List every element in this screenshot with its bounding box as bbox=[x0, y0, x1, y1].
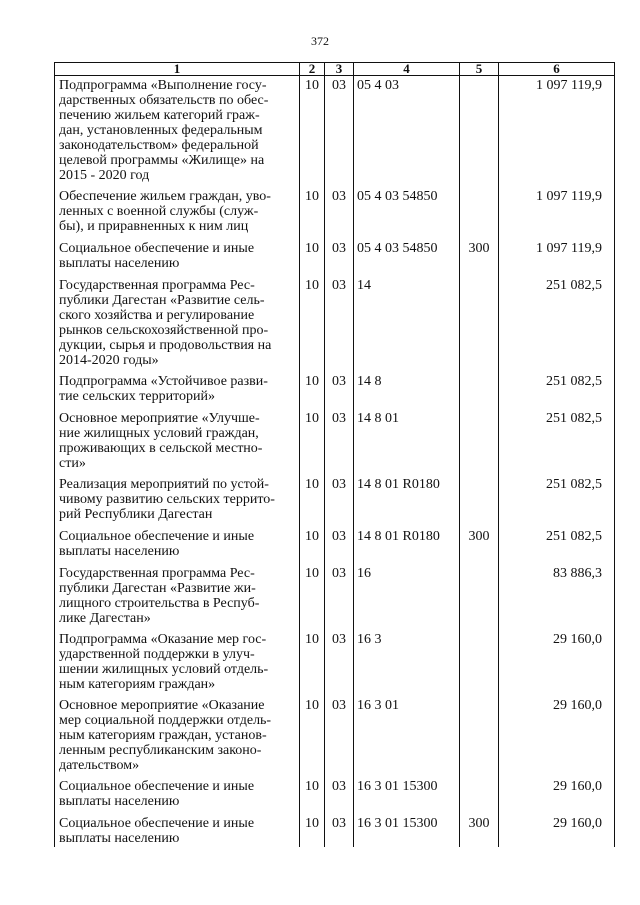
row-expense-type: 300 bbox=[460, 523, 499, 560]
row-expense-type bbox=[460, 692, 499, 773]
row-subsection: 03 bbox=[325, 183, 354, 235]
row-target-article: 14 8 01 R0180 bbox=[354, 523, 460, 560]
table-row bbox=[55, 405, 615, 471]
page-number: 372 bbox=[311, 34, 329, 48]
table-row bbox=[55, 692, 615, 773]
row-section: 10 bbox=[300, 76, 325, 184]
row-amount: 29 160,0 bbox=[499, 810, 615, 847]
table-row bbox=[55, 368, 615, 405]
table-body bbox=[55, 76, 615, 848]
row-target-article: 05 4 03 54850 bbox=[354, 183, 460, 235]
row-name: Государственная программа Рес- публики Дагестан «Развитие сель- ского хозяйства и регулирование рынков сельскохозяйственной про- дукции, сырья и продовольствия на 2014-2020 годы» bbox=[55, 272, 300, 368]
table-row bbox=[55, 471, 615, 523]
row-subsection: 03 bbox=[325, 76, 354, 184]
row-expense-type bbox=[460, 183, 499, 235]
row-name: Социальное обеспечение и иные выплаты населению bbox=[55, 235, 300, 272]
row-expense-type: 300 bbox=[460, 235, 499, 272]
row-name: Обеспечение жильем граждан, уво- ленных с военной службы (служ- бы), и приравненных к ним лиц bbox=[55, 183, 300, 235]
table-header-row bbox=[55, 63, 615, 76]
row-section: 10 bbox=[300, 560, 325, 626]
row-expense-type bbox=[460, 560, 499, 626]
row-subsection: 03 bbox=[325, 471, 354, 523]
row-target-article: 14 8 01 R0180 bbox=[354, 471, 460, 523]
table-row bbox=[55, 183, 615, 235]
col-header-amount: 6 bbox=[499, 63, 615, 76]
row-name: Государственная программа Рес- публики Дагестан «Развитие жи- лищного строительства в Респуб- лике Дагестан» bbox=[55, 560, 300, 626]
row-name: Подпрограмма «Выполнение госу- дарственных обязательств по обес- печению жильем категорий граж- дан, установленных федеральным законодательством» федеральной целевой программы «Жилище» на 2015 - 2020 год bbox=[55, 76, 300, 184]
row-subsection: 03 bbox=[325, 235, 354, 272]
row-subsection: 03 bbox=[325, 523, 354, 560]
row-section: 10 bbox=[300, 471, 325, 523]
col-header-expense-type: 5 bbox=[460, 63, 499, 76]
table-row bbox=[55, 560, 615, 626]
row-amount: 1 097 119,9 bbox=[499, 235, 615, 272]
row-expense-type bbox=[460, 471, 499, 523]
row-target-article: 16 3 01 15300 bbox=[354, 773, 460, 810]
table-row bbox=[55, 773, 615, 810]
table-row bbox=[55, 235, 615, 272]
row-subsection: 03 bbox=[325, 692, 354, 773]
row-amount: 29 160,0 bbox=[499, 626, 615, 692]
row-section: 10 bbox=[300, 523, 325, 560]
row-section: 10 bbox=[300, 183, 325, 235]
table-row bbox=[55, 626, 615, 692]
row-target-article: 14 8 01 bbox=[354, 405, 460, 471]
col-header-target-article: 4 bbox=[354, 63, 460, 76]
row-section: 10 bbox=[300, 692, 325, 773]
row-target-article: 14 bbox=[354, 272, 460, 368]
col-header-name: 1 bbox=[55, 63, 300, 76]
row-subsection: 03 bbox=[325, 405, 354, 471]
row-subsection: 03 bbox=[325, 272, 354, 368]
row-section: 10 bbox=[300, 272, 325, 368]
table-row bbox=[55, 523, 615, 560]
row-target-article: 14 8 bbox=[354, 368, 460, 405]
table-row bbox=[55, 76, 615, 184]
row-expense-type bbox=[460, 76, 499, 184]
row-expense-type bbox=[460, 626, 499, 692]
row-section: 10 bbox=[300, 626, 325, 692]
row-expense-type bbox=[460, 773, 499, 810]
row-amount: 251 082,5 bbox=[499, 405, 615, 471]
row-amount: 1 097 119,9 bbox=[499, 76, 615, 184]
row-subsection: 03 bbox=[325, 773, 354, 810]
row-expense-type: 300 bbox=[460, 810, 499, 847]
row-expense-type bbox=[460, 272, 499, 368]
row-target-article: 05 4 03 54850 bbox=[354, 235, 460, 272]
row-section: 10 bbox=[300, 773, 325, 810]
row-section: 10 bbox=[300, 368, 325, 405]
row-expense-type bbox=[460, 405, 499, 471]
row-subsection: 03 bbox=[325, 560, 354, 626]
row-name: Реализация мероприятий по устой- чивому развитию сельских террито- рий Республики Дагестан bbox=[55, 471, 300, 523]
row-target-article: 16 bbox=[354, 560, 460, 626]
row-target-article: 16 3 bbox=[354, 626, 460, 692]
row-name: Основное мероприятие «Оказание мер социальной поддержки отдель- ным категориям граждан, установ- ленным республиканским законо- дательством» bbox=[55, 692, 300, 773]
row-subsection: 03 bbox=[325, 810, 354, 847]
col-header-section: 2 bbox=[300, 63, 325, 76]
row-section: 10 bbox=[300, 810, 325, 847]
row-target-article: 16 3 01 15300 bbox=[354, 810, 460, 847]
row-name: Подпрограмма «Оказание мер гос- ударственной поддержки в улуч- шении жилищных условий отдель- ным категориям граждан» bbox=[55, 626, 300, 692]
row-amount: 251 082,5 bbox=[499, 368, 615, 405]
col-header-subsection: 3 bbox=[325, 63, 354, 76]
row-amount: 251 082,5 bbox=[499, 523, 615, 560]
row-amount: 29 160,0 bbox=[499, 692, 615, 773]
row-amount: 251 082,5 bbox=[499, 471, 615, 523]
row-expense-type bbox=[460, 368, 499, 405]
table-row bbox=[55, 272, 615, 368]
row-amount: 83 886,3 bbox=[499, 560, 615, 626]
row-amount: 251 082,5 bbox=[499, 272, 615, 368]
row-amount: 29 160,0 bbox=[499, 773, 615, 810]
row-name: Социальное обеспечение и иные выплаты населению bbox=[55, 810, 300, 847]
row-subsection: 03 bbox=[325, 626, 354, 692]
row-name: Социальное обеспечение и иные выплаты населению bbox=[55, 773, 300, 810]
row-section: 10 bbox=[300, 235, 325, 272]
row-name: Подпрограмма «Устойчивое разви- тие сельских территорий» bbox=[55, 368, 300, 405]
table-row bbox=[55, 810, 615, 847]
row-section: 10 bbox=[300, 405, 325, 471]
row-target-article: 05 4 03 bbox=[354, 76, 460, 184]
row-name: Социальное обеспечение и иные выплаты населению bbox=[55, 523, 300, 560]
row-subsection: 03 bbox=[325, 368, 354, 405]
row-amount: 1 097 119,9 bbox=[499, 183, 615, 235]
row-name: Основное мероприятие «Улучше- ние жилищных условий граждан, проживающих в сельской местно- сти» bbox=[55, 405, 300, 471]
budget-table bbox=[54, 62, 615, 847]
row-target-article: 16 3 01 bbox=[354, 692, 460, 773]
